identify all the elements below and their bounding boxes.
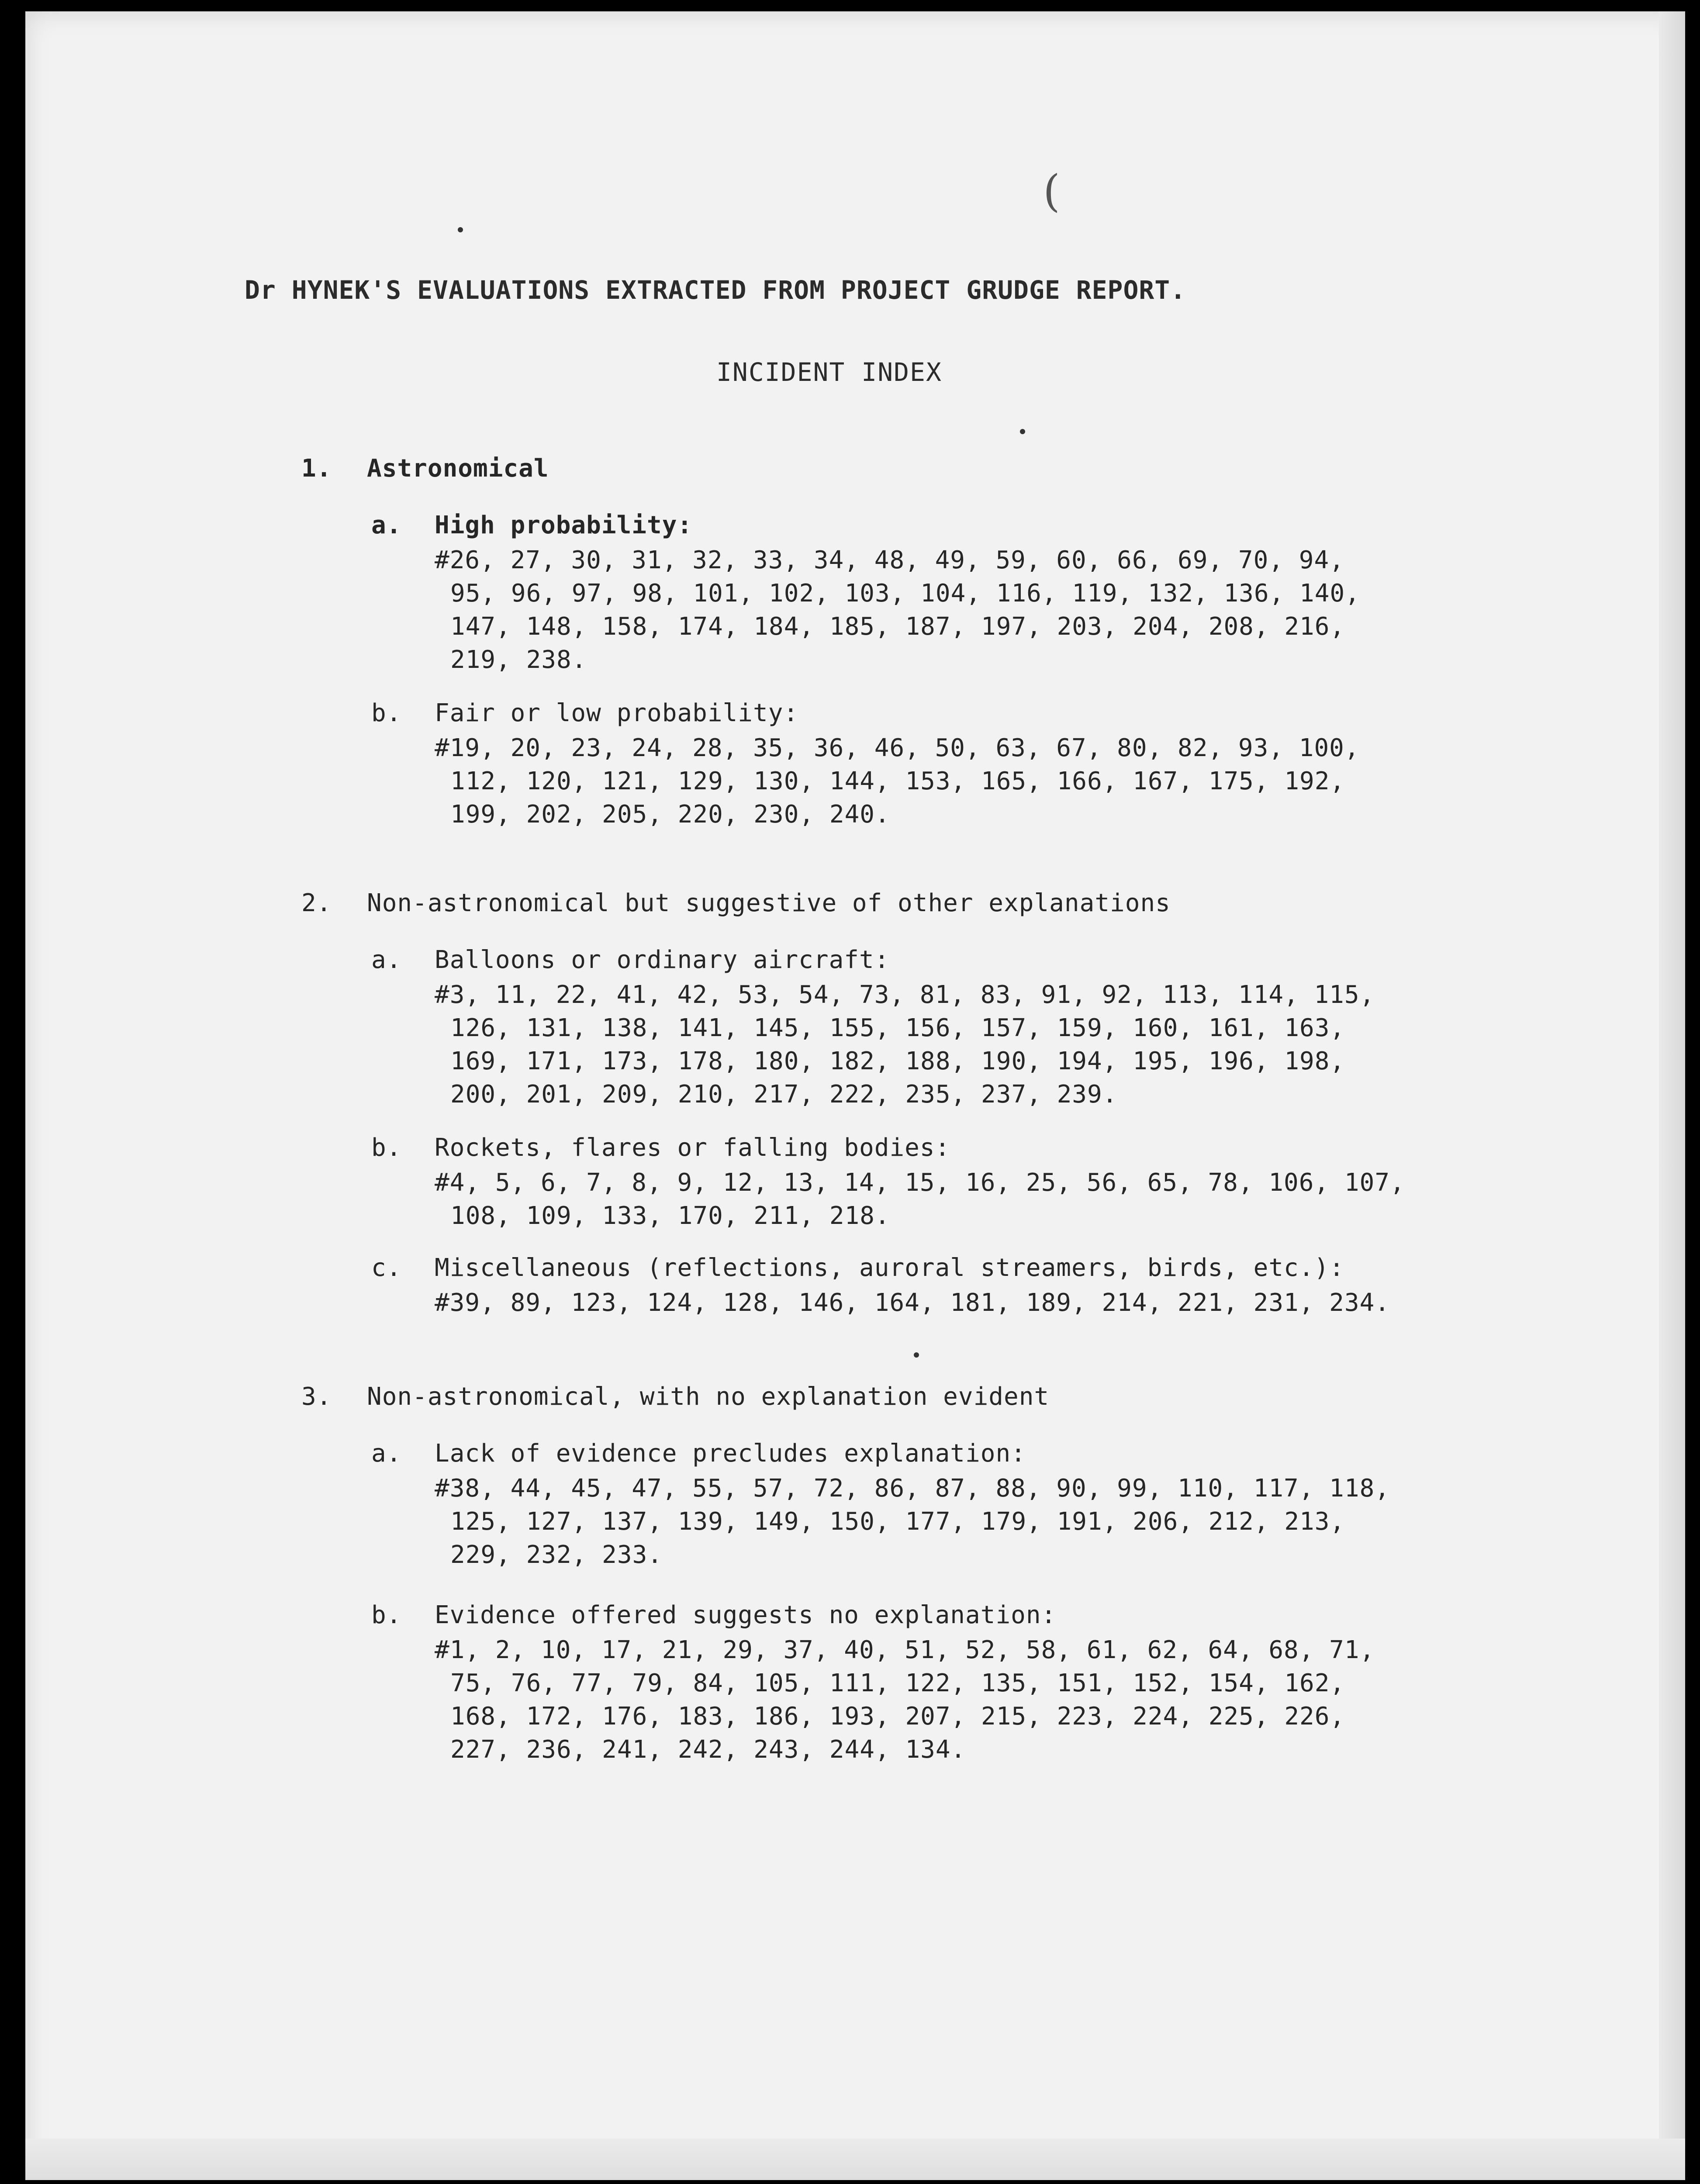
subsection-title: High probability: xyxy=(435,511,693,539)
incident-line: 126, 131, 138, 141, 145, 155, 156, 157, 159, 160, 161, 163, xyxy=(450,1014,1345,1042)
incident-line: 95, 96, 97, 98, 101, 102, 103, 104, 116, 119, 132, 136, 140, xyxy=(450,579,1360,608)
subsection-heading xyxy=(371,699,1638,727)
document-title: Dr HYNEK'S EVALUATIONS EXTRACTED FROM PROJECT GRUDGE REPORT. xyxy=(245,275,1186,305)
incident-number-list xyxy=(435,978,1638,1111)
section-title: Astronomical xyxy=(367,454,549,483)
incident-number-list xyxy=(435,1472,1638,1572)
subsection-title: Balloons or ordinary aircraft: xyxy=(435,946,890,974)
subsection-letter: a. xyxy=(371,1439,402,1468)
section-number: 2. xyxy=(301,889,332,917)
incident-number-list xyxy=(435,1634,1638,1766)
subsection-balloons-aircraft xyxy=(371,946,1638,1111)
subsection-heading xyxy=(371,946,1638,974)
subsection-letter: b. xyxy=(371,1601,402,1629)
section-heading xyxy=(301,889,1612,917)
subsection-title: Miscellaneous (reflections, auroral streamers, birds, etc.): xyxy=(435,1254,1344,1282)
subsection-title: Fair or low probability: xyxy=(435,699,799,727)
subsection-high-probability xyxy=(371,511,1638,677)
incident-line: #26, 27, 30, 31, 32, 33, 34, 48, 49, 59, 60, 66, 69, 70, 94, xyxy=(435,546,1344,574)
section-title: Non-astronomical, with no explanation evident xyxy=(367,1382,1050,1411)
incident-line: 169, 171, 173, 178, 180, 182, 188, 190, 194, 195, 196, 198, xyxy=(450,1047,1345,1075)
incident-line: 147, 148, 158, 174, 184, 185, 187, 197, 203, 204, 208, 216, xyxy=(450,612,1345,641)
subsection-letter: a. xyxy=(371,946,402,974)
incident-number-list xyxy=(435,732,1638,831)
incident-line: 200, 201, 209, 210, 217, 222, 235, 237, 239. xyxy=(450,1080,1118,1109)
incident-line: #3, 11, 22, 41, 42, 53, 54, 73, 81, 83, 91, 92, 113, 114, 115, xyxy=(435,981,1375,1009)
subsection-title: Evidence offered suggests no explanation: xyxy=(435,1601,1057,1629)
section-number: 1. xyxy=(301,454,332,483)
section-non-astronomical-unexplained xyxy=(301,1382,1612,1764)
incident-line: 168, 172, 176, 183, 186, 193, 207, 215, 223, 224, 225, 226, xyxy=(450,1702,1345,1731)
incident-line: #38, 44, 45, 47, 55, 57, 72, 86, 87, 88, 90, 99, 110, 117, 118, xyxy=(435,1474,1390,1503)
incident-line: #39, 89, 123, 124, 128, 146, 164, 181, 189, 214, 221, 231, 234. xyxy=(435,1289,1390,1317)
subsection-heading xyxy=(371,1601,1638,1629)
section-non-astronomical-suggestive xyxy=(301,889,1612,1317)
incident-line: 108, 109, 133, 170, 211, 218. xyxy=(450,1202,890,1230)
incident-line: 125, 127, 137, 139, 149, 150, 177, 179, 191, 206, 212, 213, xyxy=(450,1507,1345,1536)
subsection-heading xyxy=(371,1254,1638,1282)
incident-line: 229, 232, 233. xyxy=(450,1541,663,1569)
incident-number-list xyxy=(435,1286,1638,1320)
subsection-fair-low-probability xyxy=(371,699,1638,831)
incident-line: #1, 2, 10, 17, 21, 29, 37, 40, 51, 52, 58, 61, 62, 64, 68, 71, xyxy=(435,1636,1375,1664)
subsection-title: Rockets, flares or falling bodies: xyxy=(435,1133,950,1162)
subsection-letter: a. xyxy=(371,511,402,539)
incident-line: 199, 202, 205, 220, 230, 240. xyxy=(450,800,890,829)
section-number: 3. xyxy=(301,1382,332,1411)
subsection-heading xyxy=(371,1133,1638,1162)
subsection-title: Lack of evidence precludes explanation: xyxy=(435,1439,1026,1468)
incident-line: 75, 76, 77, 79, 84, 105, 111, 122, 135, 151, 152, 154, 162, xyxy=(450,1669,1345,1697)
subsection-letter: b. xyxy=(371,699,402,727)
subsection-letter: c. xyxy=(371,1254,402,1282)
section-astronomical xyxy=(301,454,1612,829)
incident-number-list xyxy=(435,1166,1638,1233)
subsection-rockets-flares xyxy=(371,1133,1638,1233)
stray-mark: ( xyxy=(1043,166,1061,217)
subsection-lack-of-evidence xyxy=(371,1439,1638,1572)
incident-line: 112, 120, 121, 129, 130, 144, 153, 165, 166, 167, 175, 192, xyxy=(450,767,1345,795)
incident-line: #19, 20, 23, 24, 28, 35, 36, 46, 50, 63, 67, 80, 82, 93, 100, xyxy=(435,734,1360,762)
section-heading xyxy=(301,1382,1612,1411)
document-subtitle: INCIDENT INDEX xyxy=(716,357,942,387)
subsection-miscellaneous xyxy=(371,1254,1638,1320)
subsection-heading xyxy=(371,511,1638,539)
incident-line: 227, 236, 241, 242, 243, 244, 134. xyxy=(450,1735,966,1764)
section-heading xyxy=(301,454,1612,483)
incident-number-list xyxy=(435,544,1638,677)
subsection-letter: b. xyxy=(371,1133,402,1162)
incident-line: #4, 5, 6, 7, 8, 9, 12, 13, 14, 15, 16, 25, 56, 65, 78, 106, 107, xyxy=(435,1168,1405,1197)
subsection-heading xyxy=(371,1439,1638,1468)
section-title: Non-astronomical but suggestive of other explanations xyxy=(367,889,1171,917)
incident-line: 219, 238. xyxy=(450,646,587,674)
subsection-no-explanation xyxy=(371,1601,1638,1766)
